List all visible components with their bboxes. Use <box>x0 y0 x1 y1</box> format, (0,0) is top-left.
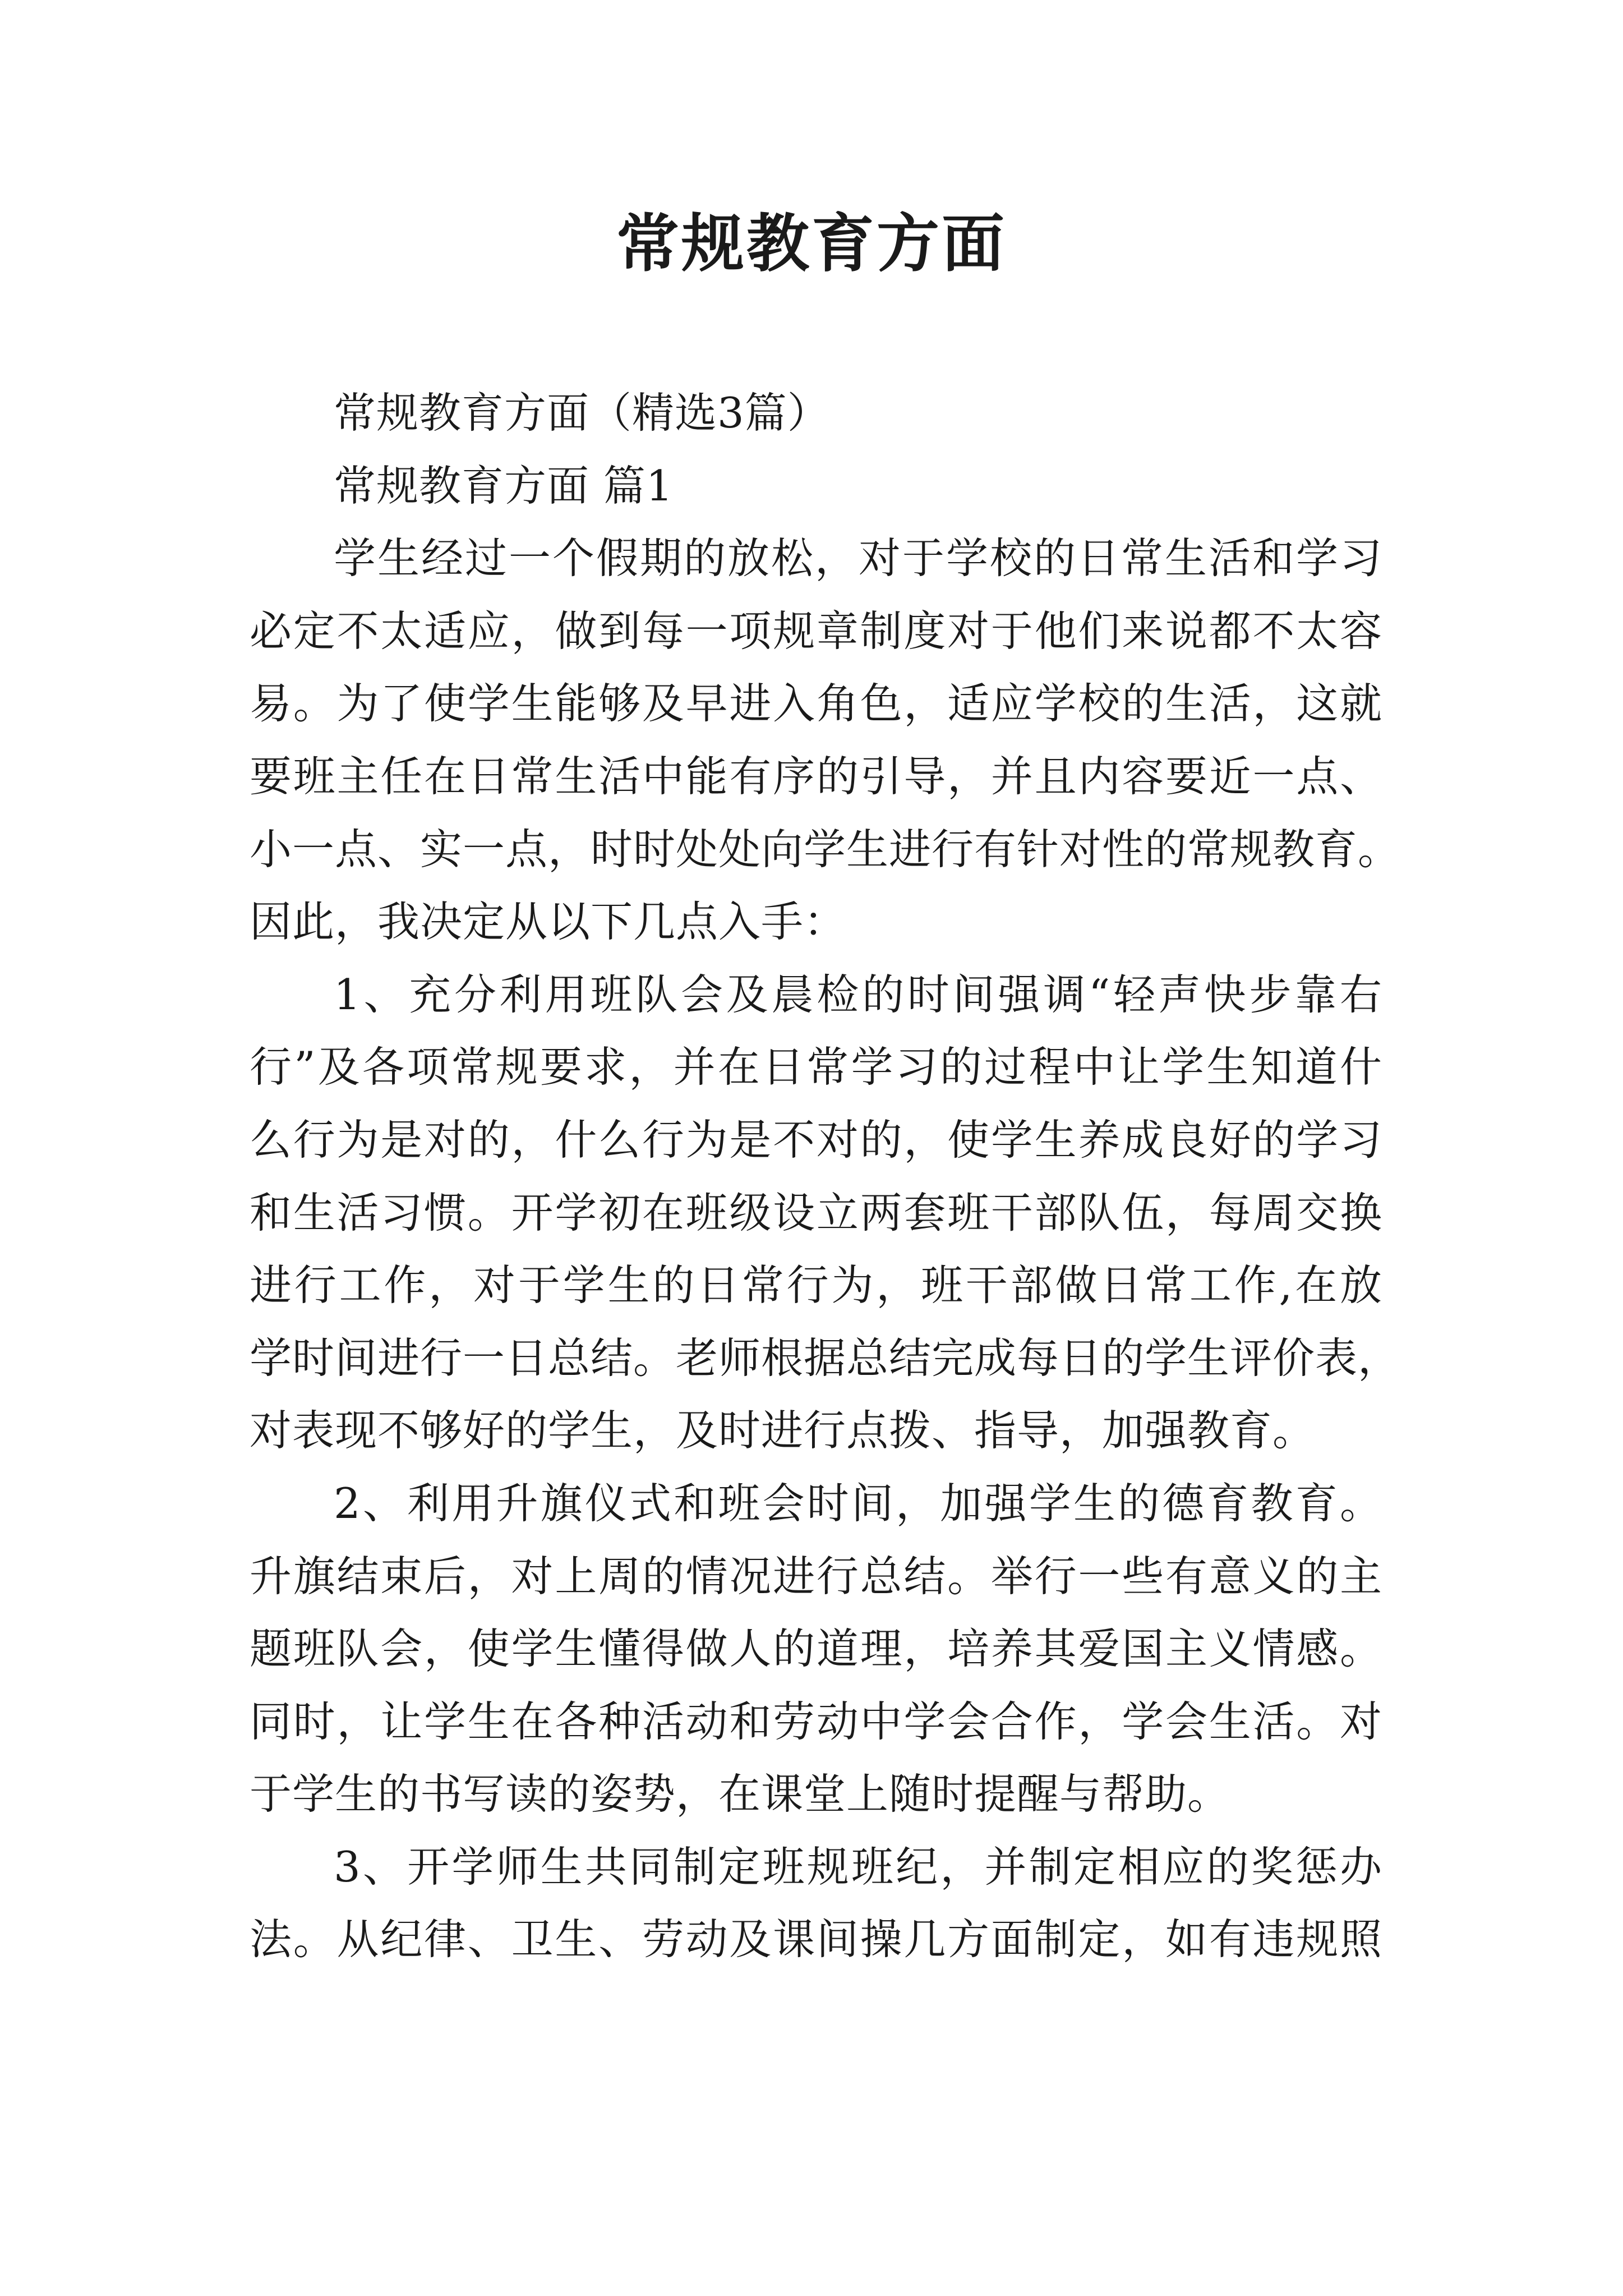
text-line: 行”及各项常规要求，并在日常学习的过程中让学生知道什 <box>250 1042 1382 1092</box>
text-line: 易。为了使学生能够及早进入角色，适应学校的生活，这就 <box>250 679 1382 729</box>
document-body <box>250 377 1401 1976</box>
text-line: 题班队会，使学生懂得做人的道理，培养其爱国主义情感。 <box>250 1624 1382 1674</box>
text-line: 常规教育方面（精选3篇） <box>334 388 830 438</box>
text-line: 小一点、实一点，时时处处向学生进行有针对性的常规教育。 <box>250 824 1401 874</box>
text-line: 学时间进行一日总结。老师根据总结完成每日的学生评价表， <box>250 1333 1401 1383</box>
text-line: 于学生的书写读的姿势，在课堂上随时提醒与帮助。 <box>250 1769 1230 1819</box>
text-line: 因此，我决定从以下几点入手： <box>250 897 847 947</box>
text-line: 和生活习惯。开学初在班级设立两套班干部队伍，每周交换 <box>250 1188 1382 1237</box>
text-line: 3、开学师生共同制定班规班纪，并制定相应的奖惩办 <box>334 1842 1382 1892</box>
text-line: 常规教育方面 篇1 <box>334 461 674 510</box>
text-line: 学生经过一个假期的放松，对于学校的日常生活和学习 <box>334 533 1382 583</box>
text-line: 必定不太适应，做到每一项规章制度对于他们来说都不太容 <box>250 606 1382 656</box>
text-line: 同时，让学生在各种活动和劳动中学会合作，学会生活。对 <box>250 1696 1382 1746</box>
text-line: 要班主任在日常生活中能有序的引导，并且内容要近一点、 <box>250 751 1382 801</box>
text-line: 进行工作，对于学生的日常行为，班干部做日常工作,在放 <box>250 1260 1382 1310</box>
text-line: 对表现不够好的学生，及时进行点拨、指导，加强教育。 <box>250 1406 1316 1456</box>
text-line: 法。从纪律、卫生、劳动及课间操几方面制定，如有违规照 <box>250 1915 1382 1964</box>
text-line: 升旗结束后，对上周的情况进行总结。举行一些有意义的主 <box>250 1551 1382 1601</box>
text-line: 1、充分利用班队会及晨检的时间强调“轻声快步靠右 <box>334 969 1382 1019</box>
text-line: 2、利用升旗仪式和班会时间，加强学生的德育教育。 <box>334 1478 1382 1528</box>
text-line: 么行为是对的，什么行为是不对的，使学生养成良好的学习 <box>250 1115 1382 1165</box>
document-title: 常规教育方面 <box>616 207 1007 280</box>
